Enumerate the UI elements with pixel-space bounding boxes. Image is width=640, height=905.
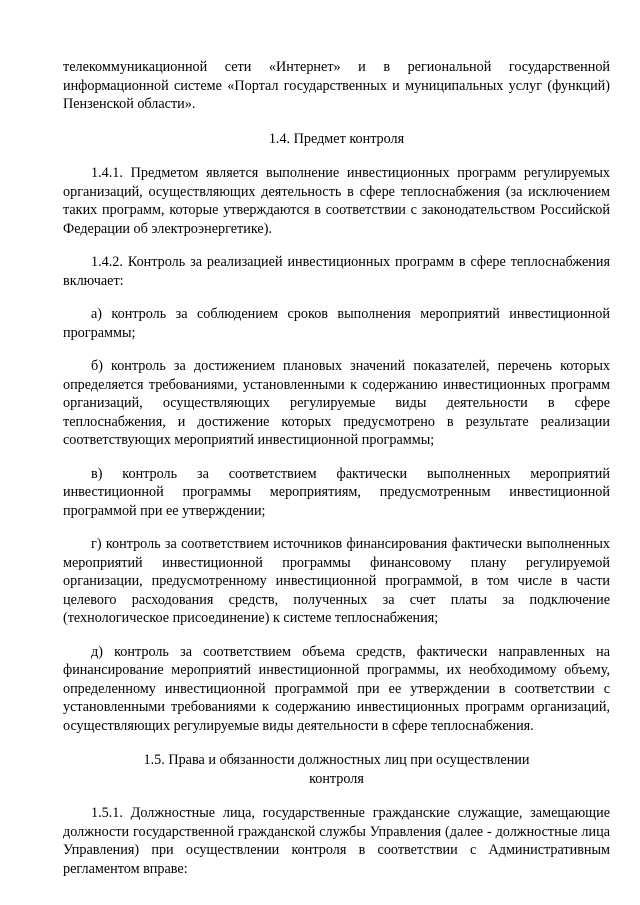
paragraph-1-4-2: 1.4.2. Контроль за реализацией инвестиционных программ в сфере теплоснабжения включает: xyxy=(63,254,610,289)
section-heading-1-5 xyxy=(63,751,610,788)
list-item-v: в) контроль за соответствием фактически выполненных мероприятий инвестиционной программы мероприятиям, предусмотренным инвестиционной программой при ее утверждении; xyxy=(63,465,610,519)
list-item-d: д) контроль за соответствием объема средств, фактически направленных на финансирование мероприятий инвестиционной программы, их необходимому объему, определенному инвестиционной программой при ее утверждении в соответствии с установленными требованиями к содержанию инвестиционных программ организаций, осуществляющих регулируемые виды деятельности в сфере теплоснабжения. xyxy=(63,643,610,734)
paragraph-continuation: телекоммуникационной сети «Интернет» и в региональной государственной информационной системе «Портал государственных и муниципальных услуг (функций) Пензенской области». xyxy=(63,59,610,112)
section-heading-1-4: 1.4. Предмет контроля xyxy=(268,130,405,147)
paragraph-1-5-1: 1.5.1. Должностные лица, государственные гражданские служащие, замещающие должности государственной гражданской службы Управления (далее - должностные лица Управления) при осуществлении контроля в соответствии с Административным регламентом вправе: xyxy=(63,805,610,877)
section-heading-1-5-line1: 1.5. Права и обязанности должностных лиц при осуществлении xyxy=(143,752,530,768)
section-heading-1-5-line2: контроля xyxy=(309,770,364,787)
paragraph-1-4-1: 1.4.1. Предметом является выполнение инвестиционных программ регулируемых организаций, осуществляющих деятельность в сфере теплоснабжения (за исключением таких программ, которые утверждаются в соответствии с законодательством Российской Федерации об электроэнергетике). xyxy=(63,165,610,237)
list-item-a: а) контроль за соблюдением сроков выполнения мероприятий инвестиционной программы; xyxy=(63,306,610,341)
list-item-g: г) контроль за соответствием источников финансирования фактически выполненных мероприятий инвестиционной программы финансовому плану регулируемой организации, предусмотренному инвестиционной программой, в том числе в части целевого расходования средств, полученных за счет платы за подключение (технологическое присоединение) к системе теплоснабжения; xyxy=(63,536,610,626)
list-item-b: б) контроль за достижением плановых значений показателей, перечень которых определяется требованиями, установленными к содержанию инвестиционных программ организаций, осуществляющих регулируемые виды деятельности в сфере теплоснабжения, и достижение которых предусмотрено в результате реализации соответствующих мероприятий инвестиционной программы; xyxy=(63,358,610,448)
document-page xyxy=(63,58,610,878)
